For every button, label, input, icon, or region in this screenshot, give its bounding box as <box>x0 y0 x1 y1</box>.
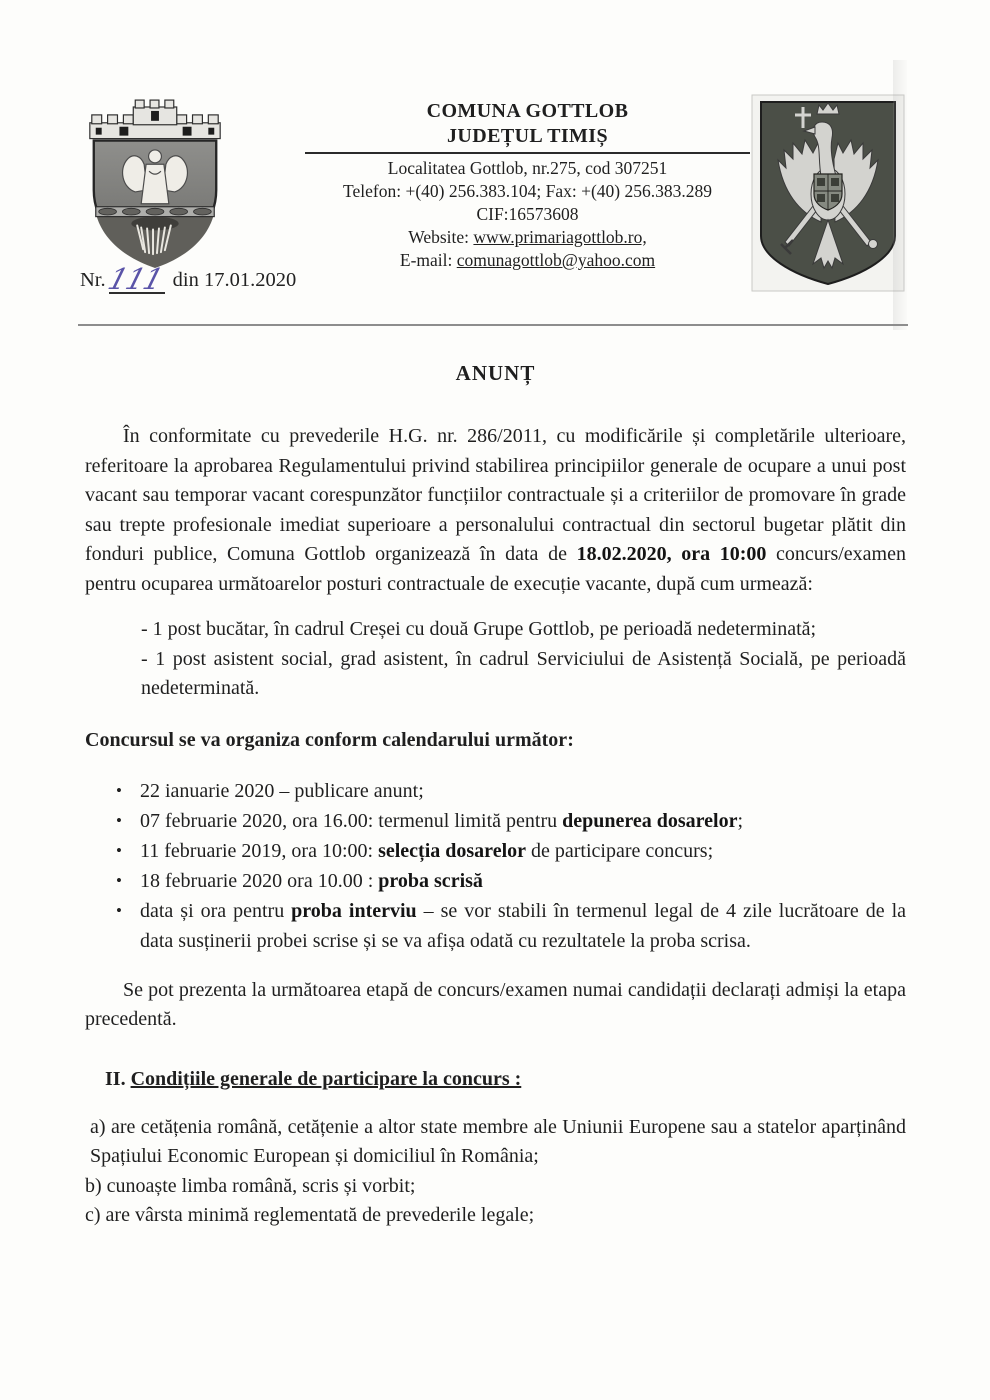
calendar-heading: Concursul se va organiza conform calendarului următor: <box>85 728 574 751</box>
calendar-item-bold: selecția dosarelor <box>378 839 526 862</box>
calendar-item-text: data și ora pentru <box>140 899 292 922</box>
address-line: Localitatea Gottlob, nr.275, cod 307251 <box>387 158 668 178</box>
website-label: Website: <box>408 227 474 247</box>
post-item: - 1 post asistent social, grad asistent, în cadrul Serviciului de Asistență Socială, pe perioadă nedeterminată. <box>141 647 906 699</box>
registration-date: din 17.01.2020 <box>172 269 297 291</box>
registration-nr-underline <box>104 262 167 296</box>
commune-name: COMUNA GOTTLOB <box>426 100 629 122</box>
calendar-item-text: de participare concurs; <box>526 839 714 862</box>
calendar-item-bold: proba scrisă <box>378 869 483 892</box>
email-label: E-mail: <box>399 250 457 270</box>
vacant-posts-list <box>85 615 906 704</box>
registration-line <box>80 262 297 296</box>
calendar-item-text: 07 februarie 2020, ora 16.00: termenul limită pentru <box>140 809 563 832</box>
intro-date-bold: 18.02.2020, ora 10:00 <box>576 543 767 565</box>
section2-numeral: II. <box>105 1067 131 1090</box>
registration-nr-label: Nr. <box>80 269 106 291</box>
document-title: ANUNȚ <box>455 361 536 385</box>
email-address: comunagottlob@yahoo.com <box>456 250 656 270</box>
calendar-item <box>140 836 906 866</box>
calendar-item <box>140 806 906 836</box>
section2-title: Condițiile generale de participare la concurs : <box>130 1067 522 1090</box>
calendar-list <box>85 776 906 956</box>
calendar-item-text: – se vor stabili în termenul legal de 4 zile lucrătoare de la data susținerii probei scrise și se va afișa odată cu rezultatele la proba scrisa. <box>140 899 907 952</box>
calendar-item-text: ; <box>737 809 744 832</box>
letterhead-divider <box>305 152 750 154</box>
calendar-item <box>140 776 906 806</box>
intro-text-pre: În conformitate cu prevederile H.G. nr. 286/2011, cu modificările și completările ulterioare, referitoare la aprobarea Regulamentului privind stabilirea principiilor generale de ocupare a unui post vacant sau temporar vacant corespunzător funcțiilor contractuale și a criteriilor de promovare în grade sau trepte profesionale imediat superioare a personalului contractual din sectorul bugetar plătit din fonduri publice, Comuna Gottlob organizează în data de <box>85 425 906 565</box>
intro-paragraph <box>85 422 906 599</box>
handwritten-number: 111 <box>104 262 167 296</box>
condition-item: b) cunoaște limba română, scris și vorbit; <box>85 1174 416 1197</box>
calendar-item-text: 18 februarie 2020 ora 10.00 : <box>140 869 379 892</box>
calendar-item-bold: depunerea dosarelor <box>562 809 738 832</box>
condition-item: a) are cetățenia română, cetățenie a altor state membre ale Uniunii Europene sau a statelor aparținând Spațiului Economic European și domiciliul în România; <box>90 1115 906 1167</box>
intro-text-post: concurs/examen pentru ocuparea următoarelor posturi contractuale de execuție vacante, după cum urmează: <box>85 543 906 595</box>
condition-item: c) are vârsta minimă reglementată de prevederile legale; <box>85 1204 535 1226</box>
header-separator-rule <box>78 324 908 326</box>
commune-coat-of-arms-icon <box>76 97 234 273</box>
section2-heading <box>85 1065 906 1093</box>
cif-line: CIF:16573608 <box>476 204 579 224</box>
general-conditions-list <box>85 1113 906 1231</box>
website-url: www.primariagottlob.ro, <box>473 227 647 247</box>
letterhead <box>305 99 750 272</box>
post-item: - 1 post bucătar, în cadrul Creșei cu două Grupe Gottlob, pe perioadă nedeterminată; <box>141 618 817 640</box>
county-name: JUDEȚUL TIMIȘ <box>447 125 608 147</box>
calendar-item <box>140 866 906 896</box>
calendar-item-bold: proba interviu <box>291 899 417 922</box>
romania-coat-of-arms-icon <box>751 94 905 292</box>
document-body <box>85 360 906 1231</box>
website-line <box>305 226 750 249</box>
calendar-item <box>140 896 906 956</box>
email-line <box>305 249 750 272</box>
calendar-item-text: 22 ianuarie 2020 – publicare anunt; <box>140 779 424 802</box>
note-paragraph: Se pot prezenta la următoarea etapă de concurs/examen numai candidații declarați admiși la etapa precedentă. <box>85 978 906 1030</box>
phone-fax-line: Telefon: +(40) 256.383.104; Fax: +(40) 256.383.289 <box>343 181 712 201</box>
calendar-item-text: 11 februarie 2019, ora 10:00: <box>140 839 379 862</box>
